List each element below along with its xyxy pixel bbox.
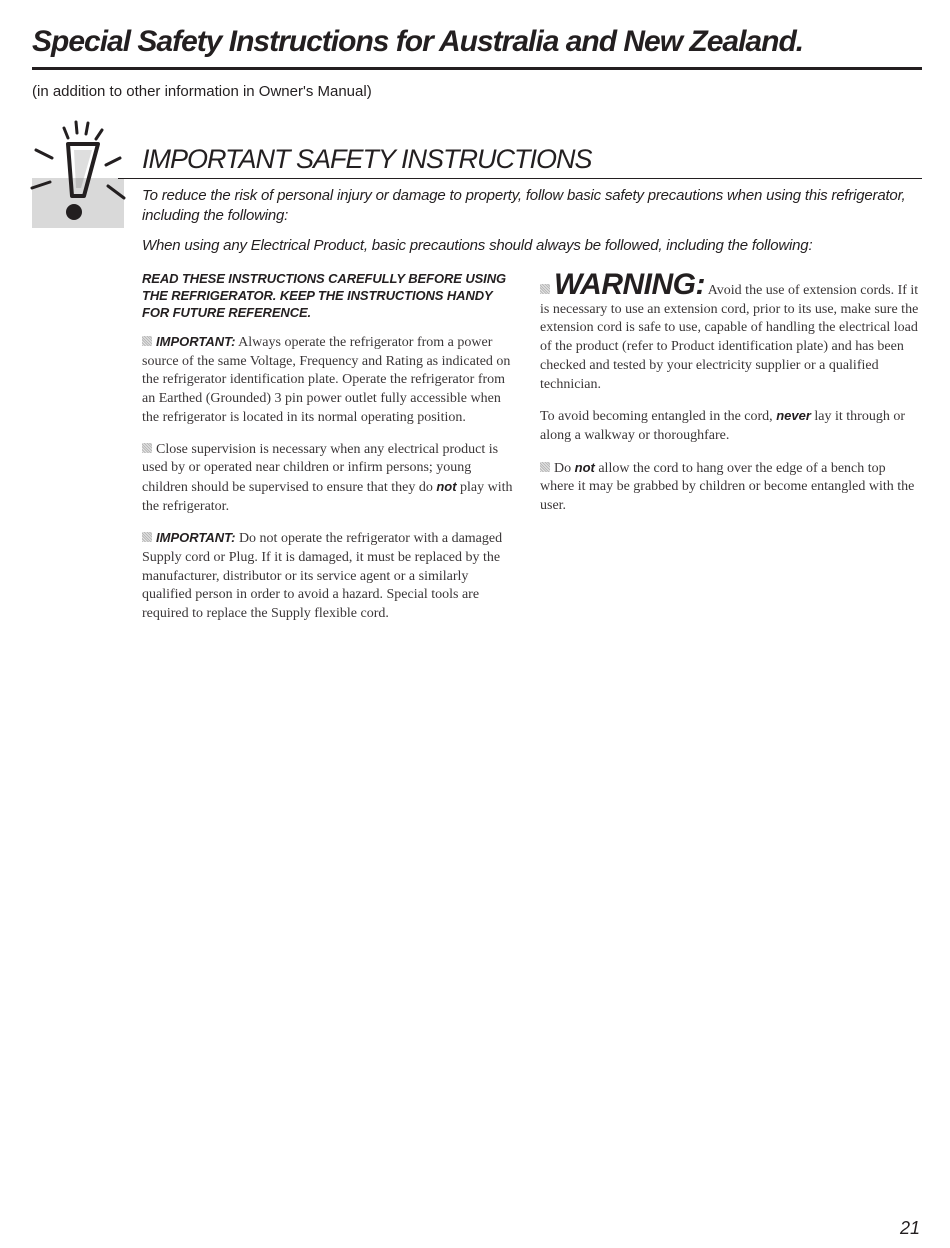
important-damaged-cord-item — [142, 529, 514, 624]
entanglement-item — [540, 407, 920, 445]
item-text: Do not operate the refrigerator with a damaged Supply cord or Plug. If it is damaged, it must be replaced by the manufacturer, distributor or its service agent or a similarly qualified person in order to avoid a hazard. Special tools are required to replace the Supply flexible cord. — [142, 531, 503, 622]
item-text: To avoid becoming entangled in the cord, — [540, 409, 777, 425]
item-text: lay it through or along a walkway or thoroughfare. — [540, 409, 905, 443]
page-number: 21 — [899, 1218, 920, 1238]
title-rule — [32, 67, 922, 70]
item-text: Avoid the use of extension cords. If it is necessary to use an extension cord, prior to its use, make sure the extension cord is safe to use, capable of handling the electrical load of the product (refer to Product identification plate) and has been checked and tested by your electricity supplier or a qualified technician. — [540, 283, 919, 392]
item-text: Always operate the refrigerator from a power source of the same Voltage, Frequency and Rating as indicated on the refrigerator identification plate. Operate the refrigerator from an Earthed (Grounded) 3 pin power outlet fully accessible when the refrigerator is located in its normal operating position. — [142, 335, 511, 425]
warning-label: WARNING: — [554, 268, 705, 301]
cord-hanging-item — [540, 459, 920, 516]
item-text: Do — [554, 460, 575, 476]
emphasis-not: not — [574, 459, 595, 475]
section-rule — [118, 178, 922, 179]
emphasis-not: not — [436, 478, 457, 494]
left-column — [142, 270, 514, 637]
page-subtitle: (in addition to other information in Owner's Manual) — [32, 83, 372, 100]
supervision-item — [142, 441, 514, 517]
right-column — [540, 270, 920, 529]
important-label: IMPORTANT: — [156, 334, 236, 349]
page-title: Special Safety Instructions for Australia and New Zealand. — [32, 25, 804, 58]
bullet-icon — [142, 443, 152, 453]
bullet-icon — [540, 462, 550, 472]
read-instructions-heading: READ THESE INSTRUCTIONS CAREFULLY BEFORE USING THE REFRIGERATOR. KEEP THE INSTRUCTIONS HANDY FOR FUTURE REFERENCE. — [142, 271, 506, 320]
important-power-source-item — [142, 333, 514, 428]
bullet-icon — [142, 532, 152, 542]
important-label: IMPORTANT: — [156, 530, 236, 546]
item-text: Close supervision is necessary when any electrical product is used by or operated near children or infirm persons; young children should be supervised to ensure that they do — [142, 441, 499, 495]
emphasis-never: never — [776, 408, 811, 424]
bullet-icon — [142, 336, 152, 346]
item-text: play with the refrigerator. — [142, 479, 513, 514]
intro-paragraph: To reduce the risk of personal injury or damage to property, follow basic safety precautions when using this refrigerator, including the following: — [142, 187, 906, 224]
safety-alert-icon — [24, 120, 144, 230]
section-heading: IMPORTANT SAFETY INSTRUCTIONS — [142, 144, 592, 174]
item-text: allow the cord to hang over the edge of a bench top where it may be grabbed by children or become entangled with the user. — [540, 460, 915, 514]
bullet-icon — [540, 284, 550, 294]
warning-extension-cord-item — [540, 270, 920, 394]
electrical-precautions-paragraph: When using any Electrical Product, basic precautions should always be followed, including the following: — [142, 237, 813, 254]
